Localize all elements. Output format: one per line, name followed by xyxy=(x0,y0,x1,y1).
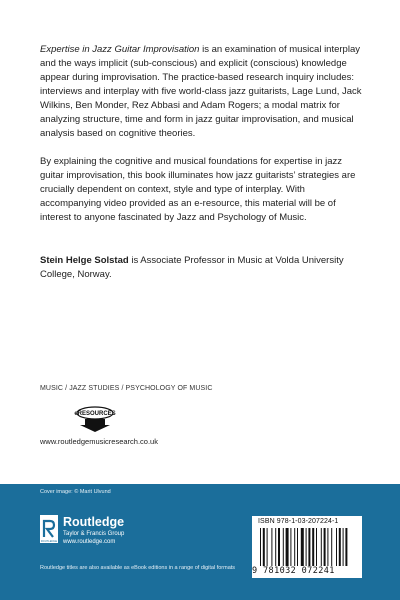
barcode-bar xyxy=(283,528,284,566)
resources-website[interactable]: www.routledgemusicresearch.co.uk xyxy=(40,437,158,446)
barcode-bar xyxy=(267,528,268,566)
barcode-bar xyxy=(316,528,317,566)
barcode-bar xyxy=(290,528,291,566)
barcode-bar xyxy=(263,528,265,566)
barcode-bar xyxy=(321,528,322,566)
blurb-paragraph-1 xyxy=(40,43,362,141)
subject-categories: MUSIC / JAZZ STUDIES / PSYCHOLOGY OF MUSIC xyxy=(40,385,213,392)
barcode-bar xyxy=(324,528,326,566)
publisher-group: Taylor & Francis Group xyxy=(63,531,125,537)
cover-credit: Cover image: © Marit Ulvund xyxy=(40,489,111,495)
barcode-bar xyxy=(306,528,307,566)
routledge-logo-icon xyxy=(40,515,58,543)
eresources-label: eRESOURCES xyxy=(74,411,116,417)
publisher-website[interactable]: www.routledge.com xyxy=(63,539,116,545)
barcode-bar xyxy=(308,528,310,566)
blurb-paragraph-2: By explaining the cognitive and musical foundations for expertise in jazz guitar improvisation, this book illuminates how jazz guitarists’ strategies are crucially dependent on context, style and type of interplay. With accompanying video provided as an e-resource, this material will be of interest to anyone fascinated by Jazz and Psychology of Music. xyxy=(40,156,356,223)
barcode-bar xyxy=(294,528,295,566)
barcode-bar xyxy=(297,528,298,566)
author-bio-text: is Associate Professor in Music at Volda University College, Norway. xyxy=(40,255,344,280)
barcode-bar xyxy=(345,528,347,566)
barcode-bars xyxy=(260,528,358,566)
barcode-digits: 9 781032 072241 xyxy=(252,566,335,576)
barcode-bar xyxy=(336,528,337,566)
barcode-bar xyxy=(271,528,272,566)
barcode-bar xyxy=(331,528,332,566)
barcode-bar xyxy=(343,528,344,566)
author-bio xyxy=(40,254,362,282)
barcode-bar xyxy=(275,528,276,566)
book-title: Expertise in Jazz Guitar Improvisation xyxy=(40,44,200,55)
barcode-bar xyxy=(301,528,304,566)
isbn-label: ISBN 978-1-03-207224-1 xyxy=(258,518,339,525)
barcode-bar xyxy=(339,528,341,566)
barcode-bar xyxy=(278,528,280,566)
barcode-bar xyxy=(260,528,261,566)
ebook-availability-note: Routledge titles are also available as eBook editions in a range of digital formats xyxy=(40,565,236,571)
logo-text: ROUTLEDGE xyxy=(40,540,58,543)
barcode-bar xyxy=(286,528,289,566)
publisher-footer xyxy=(0,484,400,600)
eresources-icon xyxy=(70,403,120,433)
barcode-bar xyxy=(327,528,328,566)
blurb-paragraph-1-text: is an examination of musical interplay and the ways implicit (sub-conscious) and explicit (conscious) knowledge appear during improvisation. The practice-based research inquiry includes: interviews and interplay with five world-class jazz guitarists, Lage Lund, Jack Wilkins, Ben Monder, Rez Abbasi and Adam Rogers; a modal matrix for analyzing structure, time and form in jazz guitar improvisation, and musical analysis based on cognitive theories. xyxy=(40,44,362,139)
author-name: Stein Helge Solstad xyxy=(40,255,129,266)
barcode-bar xyxy=(312,528,314,566)
publisher-name: Routledge xyxy=(63,515,125,529)
isbn-barcode xyxy=(252,516,362,578)
